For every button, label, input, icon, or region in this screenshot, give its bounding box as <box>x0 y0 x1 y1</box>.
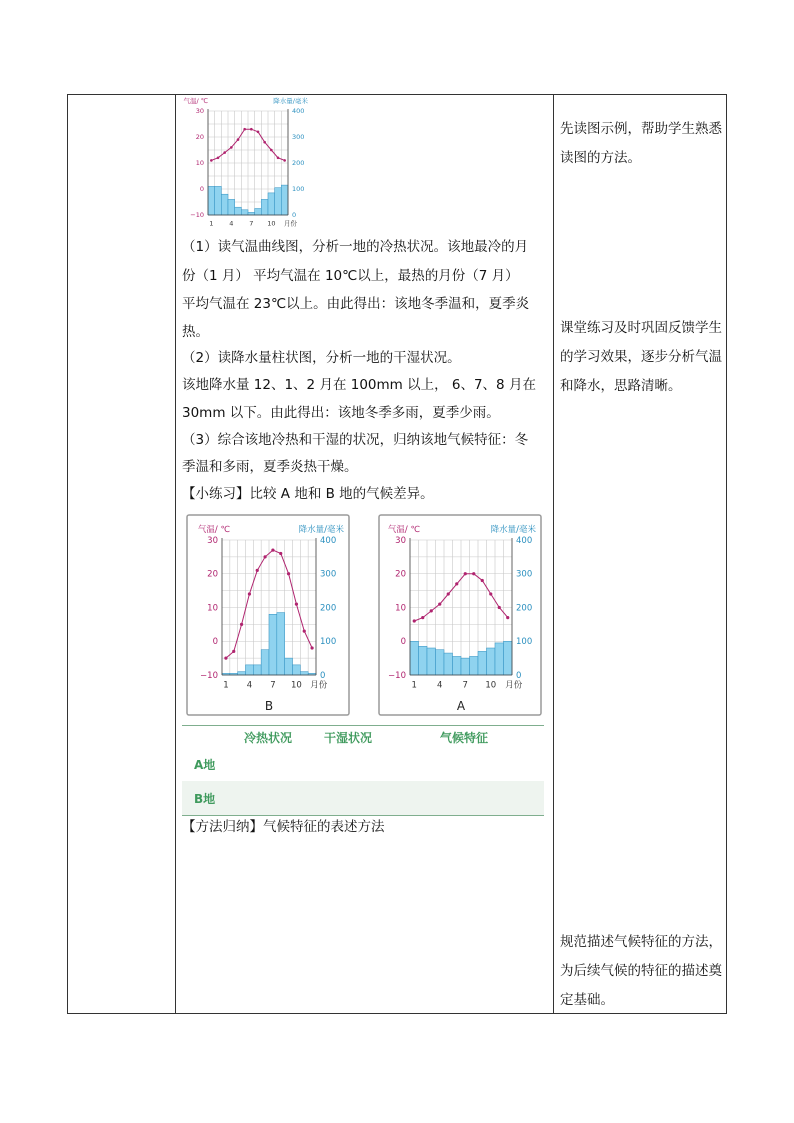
text-line-7: 30mm 以下。由此得出：该地冬季多雨，夏季少雨。 <box>182 405 500 421</box>
climate-chart-a <box>378 514 542 716</box>
precipitation-tick-label: 0 <box>516 670 522 681</box>
temperature-point <box>270 149 273 152</box>
precipitation-tick-label: 200 <box>516 603 533 614</box>
chart-caption: A <box>456 699 466 713</box>
precip-bar <box>261 650 269 675</box>
precip-bar <box>410 641 419 675</box>
text-line-4: 热。 <box>182 324 209 340</box>
temperature-tick-label: 0 <box>212 637 218 648</box>
precip-bar <box>419 646 428 675</box>
precip-bar <box>444 653 453 675</box>
temperature-tick-label: 10 <box>395 603 406 614</box>
side-note-practice: 课堂练习及时巩固反馈学生的学习效果，逐步分析气温和降水，思路清晰。 <box>560 320 722 394</box>
main-column <box>176 95 552 1013</box>
month-tick-label: 1 <box>411 680 417 691</box>
precip-bar <box>285 658 293 675</box>
temperature-point <box>287 572 290 575</box>
temperature-point <box>447 592 450 595</box>
text-line-1: （1）读气温曲线图，分析一地的冷热状况。该地最冷的月 <box>182 239 529 255</box>
temperature-tick-label: 30 <box>207 535 218 546</box>
temperature-point <box>413 619 416 622</box>
temperature-axis-label: 气温/ ℃ <box>197 525 230 535</box>
month-tick-label: 7 <box>249 219 254 227</box>
precip-bar <box>277 613 285 675</box>
precip-bar <box>487 648 496 675</box>
month-unit-label: 月份 <box>284 219 297 227</box>
precip-bar <box>268 193 275 215</box>
temperature-point <box>464 572 467 575</box>
temperature-point <box>303 630 306 633</box>
precip-bar <box>293 665 301 675</box>
precip-bar <box>427 648 436 675</box>
chart-caption: B <box>264 699 274 713</box>
precipitation-tick-label: 100 <box>292 185 305 194</box>
method-heading: 【方法归纳】气候特征的表述方法 <box>182 819 385 835</box>
temperature-point <box>224 657 227 660</box>
precip-bar <box>228 199 235 215</box>
month-tick-label: 10 <box>267 219 276 227</box>
temperature-tick-label: −10 <box>190 211 204 220</box>
month-unit-label: 月份 <box>310 680 328 691</box>
temperature-tick-label: 0 <box>199 185 204 194</box>
precip-bar <box>470 656 479 675</box>
month-unit-label: 月份 <box>505 680 523 691</box>
precipitation-tick-label: 100 <box>516 637 533 648</box>
precip-bar <box>495 643 504 675</box>
table-row <box>182 747 544 781</box>
temperature-point <box>310 646 313 649</box>
precip-bar <box>246 665 254 675</box>
temperature-point <box>243 128 246 131</box>
example-climate-chart <box>180 95 310 227</box>
precipitation-axis-label: 降水量/毫米 <box>298 525 344 535</box>
month-tick-label: 7 <box>462 680 468 691</box>
practice-heading: 【小练习】比较 A 地和 B 地的气候差异。 <box>182 486 434 502</box>
temperature-point <box>277 157 280 160</box>
text-line-6: 该地降水量 12、1、2 月在 100mm 以上， 6、7、8 月在 <box>182 377 536 393</box>
precip-bar <box>436 650 445 675</box>
precip-bar <box>221 194 228 215</box>
temperature-point <box>283 159 286 162</box>
side-note-reading: 先读图示例，帮助学生熟悉读图的方法。 <box>560 121 722 166</box>
text-line-9: 季温和多雨，夏季炎热干燥。 <box>182 459 358 475</box>
precip-bar <box>208 186 215 215</box>
temperature-tick-label: 20 <box>207 569 218 580</box>
text-line-8: （3）综合该地冷热和干湿的状况，归纳该地气候特征：冬 <box>182 432 529 448</box>
month-tick-label: 4 <box>437 680 443 691</box>
month-tick-label: 10 <box>291 680 302 691</box>
temperature-axis-label: 气温/ ℃ <box>387 525 420 535</box>
temperature-point <box>248 592 251 595</box>
temperature-tick-label: 30 <box>195 107 204 116</box>
text-line-3: 平均气温在 23℃以上。由此得出：该地冬季温和，夏季炎 <box>182 296 530 312</box>
temperature-tick-label: 20 <box>195 133 204 142</box>
lesson-table <box>67 94 727 1014</box>
temperature-tick-label: −10 <box>200 670 218 681</box>
temperature-tick-label: 10 <box>195 159 204 168</box>
precip-bar <box>478 651 487 675</box>
precipitation-tick-label: 200 <box>320 603 337 614</box>
temperature-point <box>506 616 509 619</box>
side-note-method: 规范描述气候特征的方法，为后续气候的特征的描述奠定基础。 <box>560 934 722 1008</box>
precip-bar <box>261 199 268 215</box>
temperature-point <box>421 616 424 619</box>
header-temperature: 冷热状况 <box>244 731 293 745</box>
temperature-axis-label: 气温/ ℃ <box>183 97 208 105</box>
side-column <box>554 95 728 1013</box>
header-climate: 气候特征 <box>440 731 489 745</box>
precip-bar <box>300 672 308 675</box>
header-moisture: 干湿状况 <box>324 731 373 745</box>
precip-bar <box>235 207 242 215</box>
precipitation-tick-label: 300 <box>292 133 305 142</box>
temperature-tick-label: −10 <box>388 670 406 681</box>
temperature-point <box>230 146 233 149</box>
precip-bar <box>255 209 262 216</box>
temperature-point <box>481 579 484 582</box>
precip-bar <box>281 185 288 215</box>
precipitation-tick-label: 400 <box>320 535 337 546</box>
temperature-tick-label: 30 <box>395 535 406 546</box>
precipitation-tick-label: 0 <box>292 211 297 220</box>
temperature-tick-label: 20 <box>395 569 406 580</box>
temperature-tick-label: 0 <box>400 637 406 648</box>
precip-bar <box>453 656 462 675</box>
precipitation-tick-label: 400 <box>292 107 305 116</box>
temperature-point <box>472 572 475 575</box>
temperature-point <box>256 569 259 572</box>
month-tick-label: 4 <box>229 219 234 227</box>
precipitation-axis-label: 降水量/毫米 <box>490 525 536 535</box>
precip-bar <box>461 658 470 675</box>
climate-chart-b <box>186 514 350 716</box>
precip-bar <box>269 614 277 675</box>
temperature-point <box>263 555 266 558</box>
precip-bar <box>253 665 261 675</box>
precipitation-axis-label: 降水量/毫米 <box>273 97 308 105</box>
precipitation-tick-label: 100 <box>320 637 337 648</box>
temperature-point <box>232 650 235 653</box>
precip-bar <box>504 641 513 675</box>
temperature-point <box>279 552 282 555</box>
month-tick-label: 1 <box>223 680 229 691</box>
temperature-point <box>263 141 266 144</box>
table-row <box>182 781 544 816</box>
temperature-point <box>250 128 253 131</box>
precip-bar <box>241 210 248 215</box>
month-tick-label: 10 <box>485 680 497 691</box>
temperature-point <box>271 549 274 552</box>
temperature-point <box>430 609 433 612</box>
month-tick-label: 4 <box>246 680 253 691</box>
temperature-point <box>210 159 213 162</box>
month-tick-label: 1 <box>209 219 214 227</box>
temperature-point <box>455 582 458 585</box>
temperature-point <box>489 592 492 595</box>
precipitation-tick-label: 0 <box>320 670 326 681</box>
temperature-point <box>223 151 226 154</box>
temperature-point <box>240 623 243 626</box>
month-tick-label: 7 <box>270 680 276 691</box>
text-line-2: 份（1 月） 平均气温在 10℃以上，最热的月份（7 月） <box>182 268 519 284</box>
temperature-point <box>257 131 260 134</box>
temperature-point <box>438 603 441 606</box>
text-line-5: （2）读降水量柱状图，分析一地的干湿状况。 <box>182 350 461 366</box>
row-label-a: A地 <box>194 758 216 772</box>
precipitation-tick-label: 300 <box>516 569 533 580</box>
row-label-b: B地 <box>194 792 216 806</box>
precip-bar <box>275 188 282 215</box>
precipitation-tick-label: 300 <box>320 569 337 580</box>
precipitation-tick-label: 200 <box>292 159 305 168</box>
comparison-table-header <box>182 725 544 749</box>
precip-bar <box>238 672 246 675</box>
precip-bar <box>215 186 222 215</box>
precipitation-tick-label: 400 <box>516 535 533 546</box>
temperature-point <box>217 157 220 160</box>
temperature-point <box>295 603 298 606</box>
temperature-point <box>498 606 501 609</box>
temperature-point <box>237 138 240 141</box>
temperature-tick-label: 10 <box>207 603 218 614</box>
